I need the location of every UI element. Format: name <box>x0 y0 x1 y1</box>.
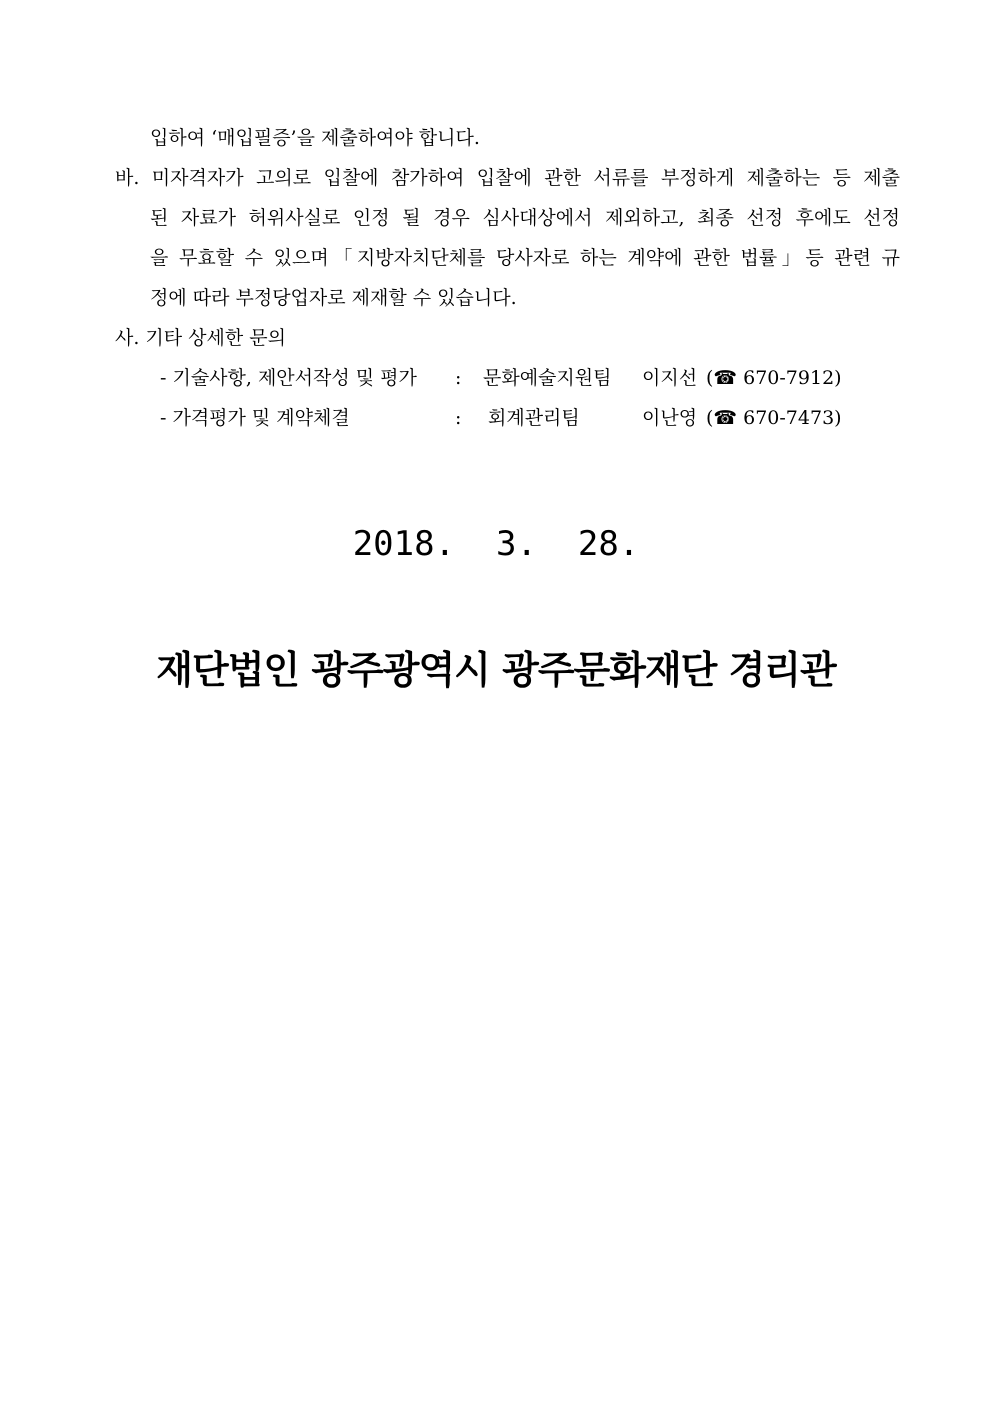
contact-phone-1: (☎ 670-7912) <box>706 367 842 389</box>
item-ba-line-3 <box>150 246 900 270</box>
contact-phone-2: (☎ 670-7473) <box>706 407 842 429</box>
item-ba-line-1 <box>115 166 900 190</box>
contact-team-2: 회계관리팀 <box>488 407 580 429</box>
document-date: 2018. 3. 28. <box>352 524 640 564</box>
contact-item-1: - 기술사항, 제안서작성 및 평가 <box>160 367 417 389</box>
item-ba-line-2 <box>150 206 900 230</box>
contact-separator-1: : <box>455 367 462 389</box>
item-ba-text-2: 된 자료가 허위사실로 인정 될 경우 심사대상에서 제외하고, 최종 선정 후에도 선정 <box>150 207 900 229</box>
body-line-1: 입하여 ‘매입필증’을 제출하여야 합니다. <box>150 127 480 149</box>
contact-item-2: - 가격평가 및 계약체결 <box>160 407 350 429</box>
item-ba-text-3: 을 무효할 수 있으며「지방자치단체를 당사자로 하는 계약에 관한 법률」등 관련 규 <box>150 247 900 269</box>
contact-team-1: 문화예술지원팀 <box>483 367 612 389</box>
contact-separator-2: : <box>455 407 462 429</box>
item-sa-heading: 사. 기타 상세한 문의 <box>115 327 286 349</box>
contact-person-2: 이난영 <box>642 407 698 429</box>
item-ba-line-4: 정에 따라 부정당업자로 제재할 수 있습니다. <box>150 287 517 309</box>
contact-person-1: 이지선 <box>642 367 698 389</box>
item-ba-text-1: 바. 미자격자가 고의로 입찰에 참가하여 입찰에 관한 서류를 부정하게 제출하는 등 제출 <box>115 167 900 189</box>
issuer-signature: 재단법인 광주광역시 광주문화재단 경리관 <box>156 648 836 692</box>
